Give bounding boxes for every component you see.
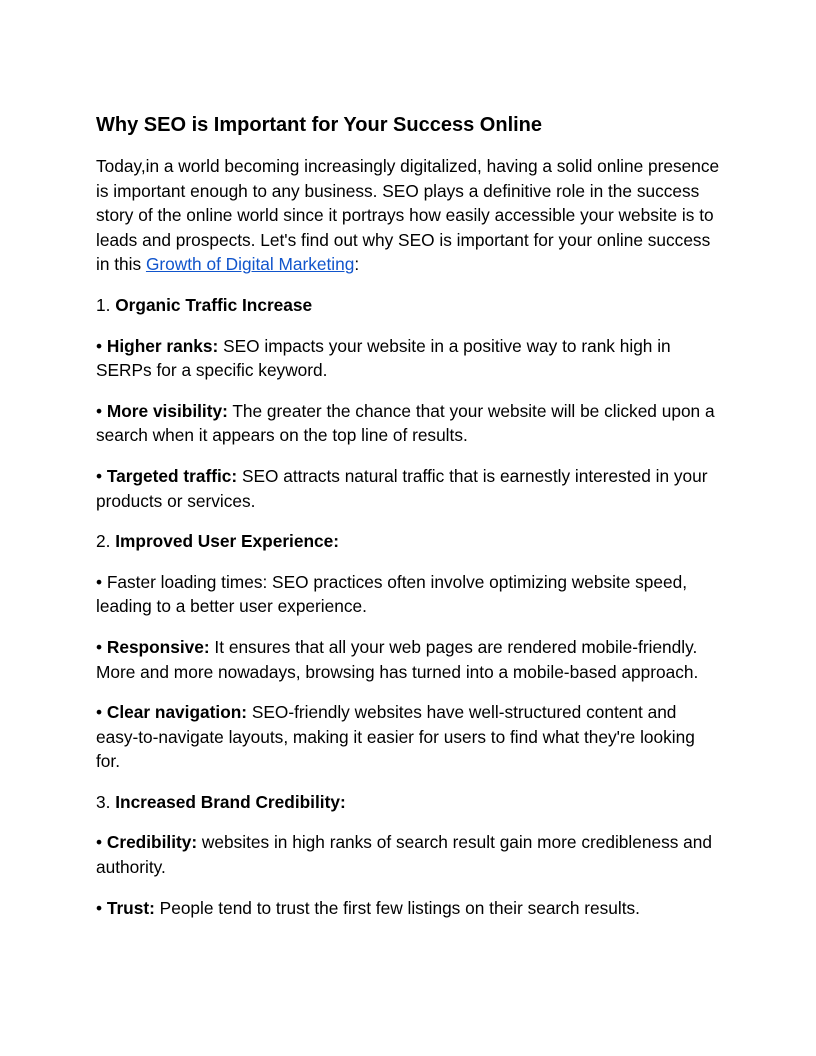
bullet-marker: • [96, 335, 107, 356]
list-item [96, 896, 720, 921]
document-title: Why SEO is Important for Your Success Online [96, 114, 543, 136]
bullet-text: Faster loading times: SEO practices often involve optimizing website speed, leading to a better user experience. [96, 571, 688, 617]
section-title: Organic Traffic Increase [115, 294, 313, 315]
list-item [96, 830, 720, 879]
growth-of-digital-marketing-link[interactable]: Growth of Digital Marketing [145, 254, 355, 275]
bullet-marker: • [96, 465, 107, 486]
list-item [96, 334, 720, 383]
list-item [96, 700, 720, 774]
section-number: 3. [96, 791, 116, 812]
bullet-marker: • [96, 636, 107, 657]
bullet-marker: • [96, 400, 107, 421]
bullet-text: It ensures that all your web pages are rendered mobile-friendly. More and more nowadays, browsing has turned into a mobile-based approach. [96, 636, 699, 682]
document-page [96, 112, 720, 936]
list-item [96, 399, 720, 448]
section-heading [96, 529, 720, 554]
bullet-text: The greater the chance that your website will be clicked upon a search when it appears on the top line of results. [96, 400, 715, 446]
section-number: 1. [96, 294, 116, 315]
bullet-term: Trust: [106, 897, 155, 918]
list-item [96, 570, 720, 619]
bullet-text: websites in high ranks of search result gain more credibleness and authority. [96, 832, 712, 878]
bullet-text: SEO attracts natural traffic that is earnestly interested in your products or services. [96, 465, 708, 511]
list-item [96, 635, 720, 684]
bullet-marker: • [96, 571, 107, 592]
bullet-term: Responsive: [106, 636, 210, 657]
bullet-term: Clear navigation: [106, 702, 248, 723]
section-number: 2. [96, 531, 116, 552]
bullet-marker: • [96, 832, 107, 853]
bullet-term: Credibility: [106, 832, 198, 853]
bullet-term: Targeted traffic: [106, 465, 238, 486]
bullet-text: People tend to trust the first few listings on their search results. [154, 897, 640, 918]
bullet-marker: • [96, 897, 107, 918]
bullet-text: SEO impacts your website in a positive way to rank high in SERPs for a specific keyword. [96, 335, 671, 381]
bullet-term: Higher ranks: [106, 335, 219, 356]
intro-paragraph [96, 154, 720, 277]
list-item [96, 464, 720, 513]
section-title: Increased Brand Credibility: [115, 791, 346, 812]
bullet-text: SEO-friendly websites have well-structured content and easy-to-navigate layouts, making it easier for users to find what they're looking for. [96, 702, 695, 772]
bullet-marker: • [96, 702, 107, 723]
intro-suffix: : [354, 254, 360, 275]
intro-text: Today,in a world becoming increasingly digitalized, having a solid online presence is important enough to any business. SEO plays a definitive role in the success story of the online world since it portrays how easily accessible your website is to leads and prospects. Let's find out why SEO is important for your online success in this [96, 156, 720, 275]
bullet-term: More visibility: [106, 400, 228, 421]
section-heading [96, 293, 720, 318]
section-title: Improved User Experience: [115, 531, 340, 552]
section-heading [96, 790, 720, 815]
